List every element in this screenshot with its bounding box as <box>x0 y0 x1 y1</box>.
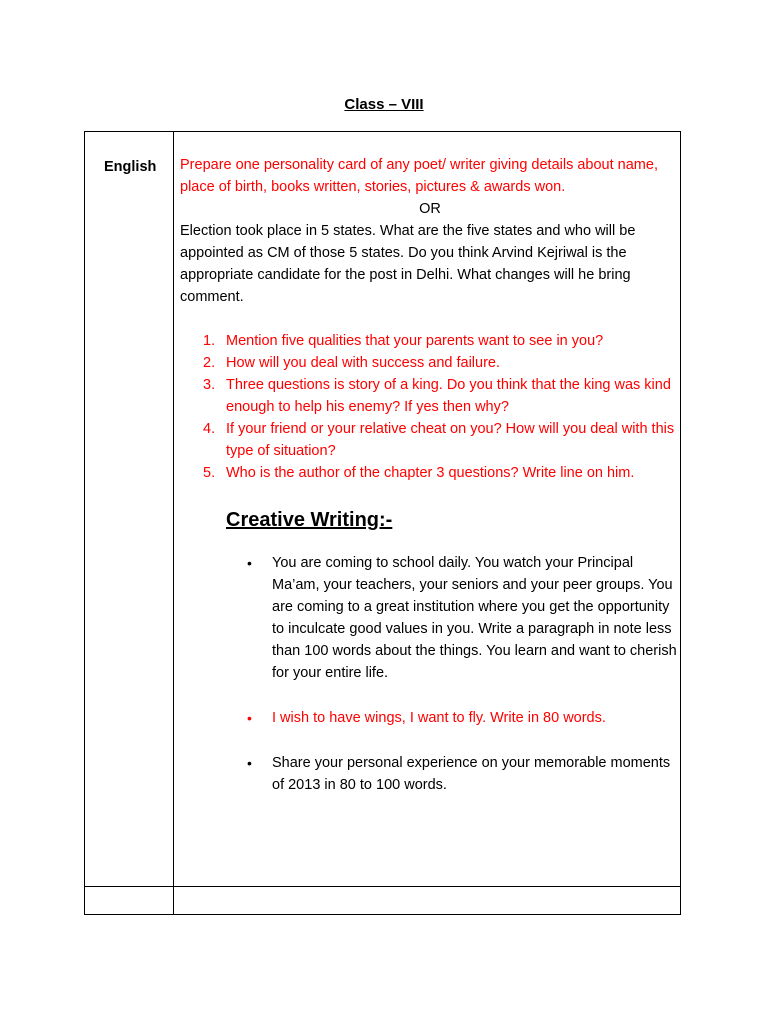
writing-prompt <box>180 552 680 684</box>
question-text: Mention five qualities that your parents want to see in you? <box>226 333 604 349</box>
question-item <box>180 352 680 374</box>
creative-writing-list <box>180 552 680 796</box>
question-text: How will you deal with success and failure. <box>226 355 501 371</box>
question-item <box>180 374 680 418</box>
question-text: Three questions is story of a king. Do you think that the king was kind enough to help his enemy? If yes then why? <box>226 377 671 415</box>
column-divider <box>173 132 174 914</box>
bullet-icon: • <box>247 555 252 571</box>
or-separator: OR <box>419 201 441 217</box>
writing-prompt-text: You are coming to school daily. You watch your Principal Ma’am, your teachers, your seniors and your peer groups. You are coming to a great institution where you get the opportunity to inculcate good values in you. Write a paragraph in note less than 100 words about the things. You learn and want to cherish for your entire life. <box>272 555 677 681</box>
question-number: 4. <box>203 421 216 437</box>
task-election: Election took place in 5 states. What are the five states and who will be appointed as CM of those 5 states. Do you think Arvind Kejriwal is the appropriate candidate for the post in Delhi. What changes will he bring comment. <box>180 223 636 305</box>
question-item <box>180 418 680 462</box>
page-title: Class – VIII <box>344 96 424 113</box>
task-personality-card: Prepare one personality card of any poet/ writer giving details about name, place of birth, books written, stories, pictures & awards won. <box>180 157 658 195</box>
writing-prompt <box>180 752 680 796</box>
question-list <box>180 330 680 484</box>
subject-cell: English <box>104 159 157 175</box>
row-divider <box>85 886 680 887</box>
question-text: Who is the author of the chapter 3 questions? Write line on him. <box>226 465 635 481</box>
question-item <box>180 462 680 484</box>
writing-prompt <box>180 707 680 729</box>
writing-prompt-text: Share your personal experience on your memorable moments of 2013 in 80 to 100 words. <box>272 755 671 793</box>
question-number: 2. <box>203 355 216 371</box>
creative-writing-heading: Creative Writing:- <box>226 509 393 531</box>
question-number: 1. <box>203 333 216 349</box>
assignment-table <box>84 131 681 915</box>
question-number: 3. <box>203 377 216 393</box>
question-text: If your friend or your relative cheat on you? How will you deal with this type of situation? <box>226 421 675 459</box>
question-number: 5. <box>203 465 216 481</box>
bullet-icon: • <box>247 755 252 771</box>
writing-prompt-text: I wish to have wings, I want to fly. Write in 80 words. <box>272 710 606 726</box>
bullet-icon: • <box>247 710 252 726</box>
content-cell <box>180 154 680 819</box>
question-item <box>180 330 680 352</box>
